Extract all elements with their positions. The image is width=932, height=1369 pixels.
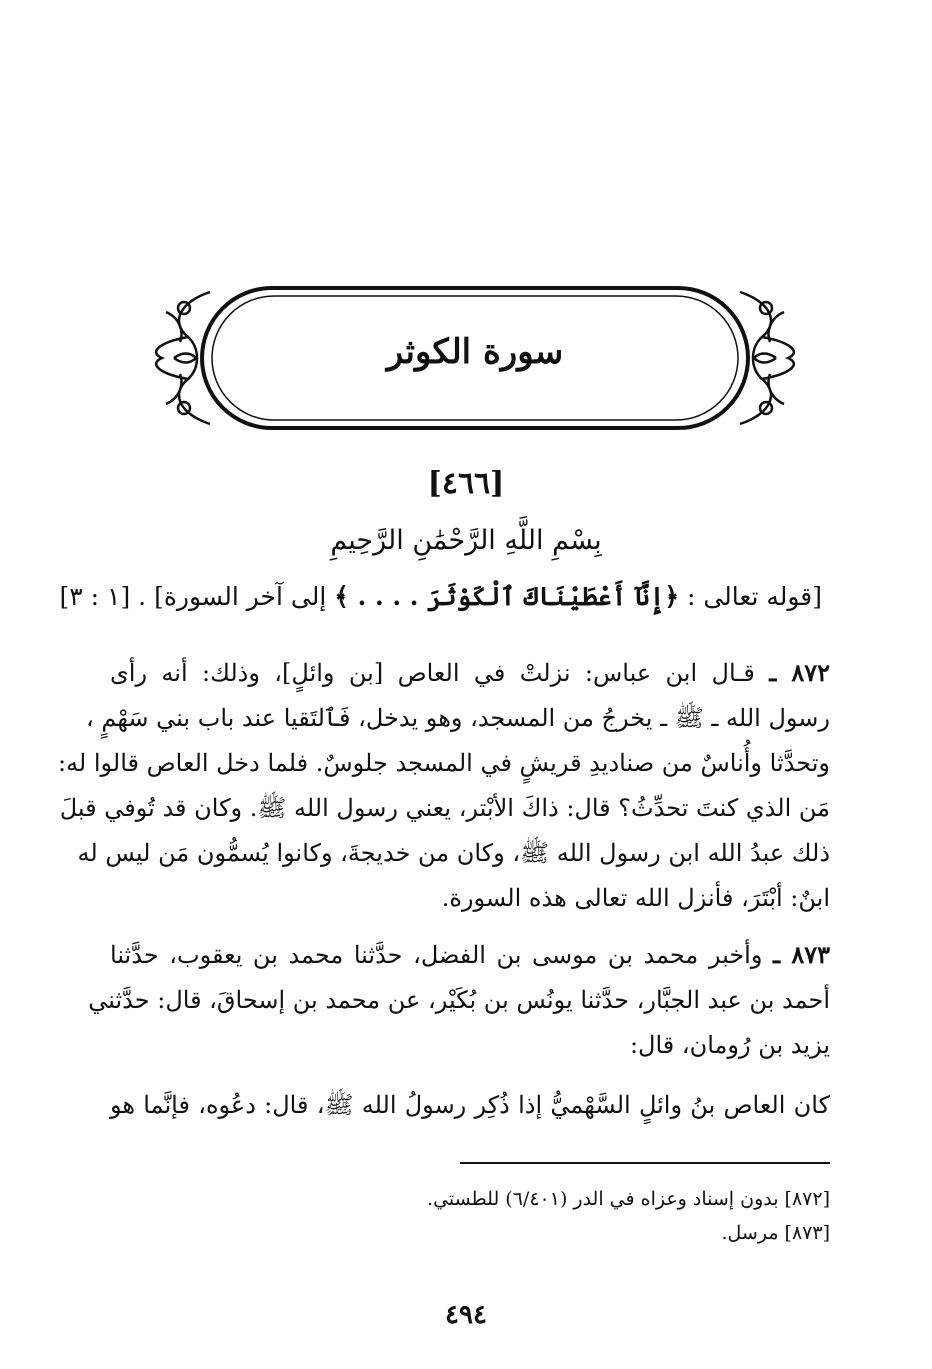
footnote-divider <box>460 1162 830 1164</box>
surah-title-cartouche <box>140 282 810 434</box>
paragraph-line: رسول الله ـ ﷺ ـ يخرجُ من المسجد، وهو يدخل، فَٱلتَقيا عند باب بني سَهْمٍ ، <box>86 704 830 732</box>
verse-reference <box>59 582 822 611</box>
footnote-872: [٨٧٢] بدون إسناد وعزاه في الدر (٦/٤٠١) للطستي. <box>427 1188 830 1210</box>
footnotes <box>230 1182 830 1250</box>
hadith-number: ٨٧٢ ـ <box>769 658 830 687</box>
paragraph-line: ٨٧٢ ـ قـال ابن عباس: نزلتْ في العاص [بن وائلٍ]، وذلك: أنه رأى <box>110 658 830 687</box>
paragraph-line: ابنٌ: أبْتَرَ، فأنزل الله تعالى هذه السورة. <box>441 884 830 912</box>
surah-title: سورة الكوثر <box>386 332 564 372</box>
verse-ref-suffix: إلى آخر السورة] . [١ : ٣] <box>59 582 327 611</box>
footnote-873: [٨٧٣] مرسل. <box>721 1222 830 1244</box>
page-number: ٤٩٤ <box>445 1300 487 1330</box>
verse-ref-ayah: ﴿إِنَّآ أَعْطَيْنَاكَ ٱلْكَوْثَرَ . . . . ﴾ <box>334 582 679 611</box>
narration-paragraph <box>110 1083 830 1128</box>
verse-ref-prefix: [قوله تعالى : <box>686 582 822 611</box>
paragraph-line: مَن الذي كنتَ تحدِّثُ؟ قال: ذاكَ الأبْتر، يعني رسول الله ﷺ. وكان قد تُوفي قبلَ <box>59 794 830 822</box>
paragraph-873 <box>88 932 830 1068</box>
paragraph-line: ٨٧٣ ـ وأخبر محمد بن موسى بن الفضل، حدَّثنا محمد بن يعقوب، حدَّثنا <box>110 940 830 969</box>
section-number: [٤٦٦] <box>427 466 505 501</box>
paragraph-line: ذلك عبدُ الله ابن رسول الله ﷺ، وكان من خديجةَ، وكانوا يُسمُّون مَن ليس له <box>77 839 830 867</box>
hadith-number: ٨٧٣ ـ <box>773 940 830 969</box>
paragraph-line: وتحدَّثا وأُناسٌ من صناديدِ قريشٍ في المسجد جلوسٌ. فلما دخل العاص قالوا له: <box>57 749 830 777</box>
paragraph-line: كان العاص بنُ وائلٍ السَّهْميُّ إذا ذُكِر رسولُ الله ﷺ، قال: دعُوه، فإنَّما هو <box>110 1091 830 1119</box>
paragraph-line: يزيد بن رُومان، قال: <box>629 1031 830 1059</box>
paragraph-line: أحمد بن عبد الجبَّار، حدَّثنا يونُس بن بُكَيْر، عن محمد بن إسحاقَ، قال: حدَّثني <box>88 986 830 1014</box>
paragraph-872 <box>57 650 830 921</box>
basmala: بِسْمِ اللَّهِ الرَّحْمَٰنِ الرَّحِيمِ <box>330 525 602 556</box>
